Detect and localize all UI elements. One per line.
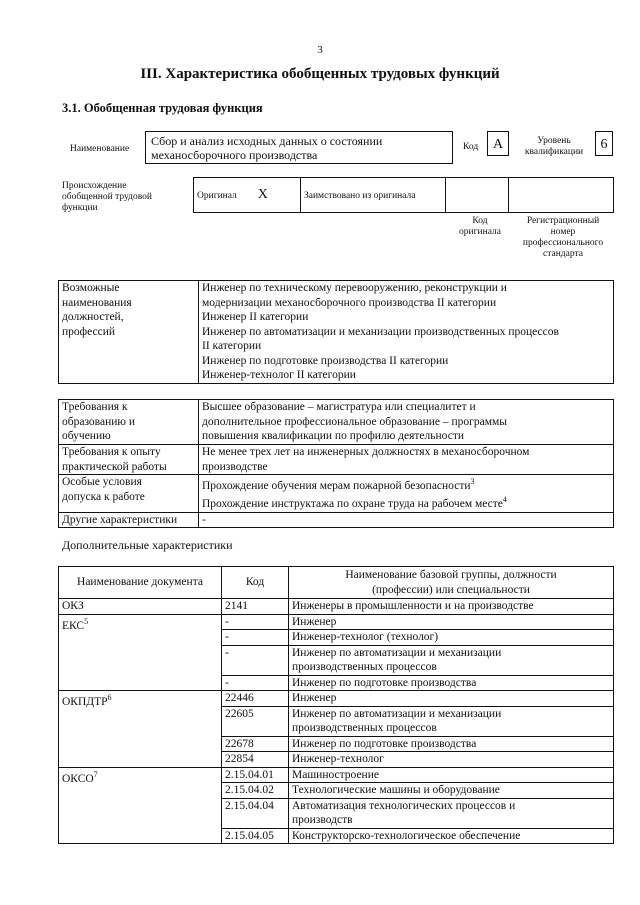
okpdtr-doc (59, 691, 222, 768)
okpdtr-code-1: 22446 (222, 691, 289, 707)
eks-code-4: - (222, 675, 289, 691)
level-value: 6 (595, 131, 613, 156)
req-education-label: Требования к образованию и обучению (59, 400, 199, 445)
req-experience-label: Требования к опыту практической работы (59, 445, 199, 475)
okpdtr-code-2: 22605 (222, 706, 289, 736)
requirements-table (58, 399, 614, 528)
page-number: 3 (317, 44, 323, 56)
positions-value: Инженер по техническому перевооружению, реконструкции и модернизации механосборочного производства II категории Инженер II категории Инженер по автоматизации и механизации производственных процессов II категории Инженер по подготовке производства II категории Инженер-технолог II категории (199, 281, 614, 384)
code-label: Код (463, 142, 479, 152)
level-label: Уровень квалификации (524, 136, 584, 157)
okpdtr-doc-label: ОКПДТР (62, 695, 108, 708)
eks-name-3: Инженер по автоматизации и механизации производственных процессов (289, 645, 614, 675)
okso-code-1: 2.15.04.01 (222, 767, 289, 783)
req-other-label: Другие характеристики (59, 512, 199, 528)
okso-name-4: Конструкторско-технологическое обеспечение (289, 828, 614, 844)
okso-code-2: 2.15.04.02 (222, 783, 289, 799)
okso-code-4: 2.15.04.05 (222, 828, 289, 844)
footnote-6: 6 (107, 693, 112, 702)
okz-doc: ОКЗ (59, 599, 222, 615)
footnote-5: 5 (84, 616, 89, 626)
req-conditions-value (199, 475, 614, 513)
req-conditions-line1: Прохождение обучения мерам пожарной безопасности (202, 479, 471, 492)
req-conditions-label: Особые условия допуска к работе (59, 475, 199, 513)
positions-table (58, 280, 614, 384)
eks-name-4: Инженер по подготовке производства (289, 675, 614, 691)
footnote-7: 7 (93, 769, 98, 779)
req-conditions-line2: Прохождение инструктажа по охране труда на рабочем месте (202, 498, 503, 511)
eks-name-1: Инженер (289, 614, 614, 630)
header-doc: Наименование документа (59, 567, 222, 599)
original-mark: X (257, 186, 268, 202)
additional-title: Дополнительные характеристики (62, 538, 233, 552)
function-name-value: Сбор и анализ исходных данных о состоянии механосборочного производства (145, 131, 453, 164)
eks-doc-label: ЕКС (62, 619, 85, 632)
req-education-value: Высшее образование – магистратура или специалитет и дополнительное профессиональное образование – программы повышения квалификации по профилю деятельности (199, 400, 614, 445)
req-other-value: - (199, 512, 614, 528)
subsection-title: 3.1. Обобщенная трудовая функция (62, 101, 263, 115)
origin-table (193, 177, 614, 213)
positions-label: Возможные наименования должностей, профессий (59, 281, 199, 384)
okpdtr-name-2: Инженер по автоматизации и механизации производственных процессов (289, 706, 614, 736)
okz-name: Инженеры в промышленности и на производстве (289, 599, 614, 615)
additional-table (58, 566, 614, 844)
section-title: III. Характеристика обобщенных трудовых функций (140, 66, 500, 82)
okso-code-3: 2.15.04.04 (222, 798, 289, 828)
reg-caption: Регистрационный номер профессионального стандарта (522, 216, 604, 259)
footnote-4: 4 (502, 495, 507, 505)
eks-code-3: - (222, 645, 289, 675)
okso-name-3: Автоматизация технологических процессов и производств (289, 798, 614, 828)
okpdtr-name-1: Инженер (289, 691, 614, 707)
code-value: А (487, 131, 509, 156)
reg-number-cell (509, 178, 614, 213)
header-code: Код (222, 567, 289, 599)
header-name: Наименование базовой группы, должности (профессии) или специальности (289, 567, 614, 599)
eks-doc (59, 614, 222, 691)
footnote-3: 3 (470, 477, 475, 486)
original-code-cell (446, 178, 509, 213)
okso-name-2: Технологические машины и оборудование (289, 783, 614, 799)
okpdtr-name-4: Инженер-технолог (289, 752, 614, 768)
okpdtr-code-3: 22678 (222, 736, 289, 752)
borrowed-label: Заимствовано из оригинала (304, 190, 416, 201)
code-caption: Код оригинала (459, 216, 501, 237)
eks-code-2: - (222, 630, 289, 646)
original-label: Оригинал (197, 190, 237, 201)
okpdtr-code-4: 22854 (222, 752, 289, 768)
okso-doc-label: ОКСО (62, 772, 94, 785)
okz-code: 2141 (222, 599, 289, 615)
origin-label: Происхождение обобщенной трудовой функции (62, 181, 152, 213)
req-experience-value: Не менее трех лет на инженерных должностях в механосборочном производстве (199, 445, 614, 475)
okso-name-1: Машиностроение (289, 767, 614, 783)
eks-name-2: Инженер-технолог (технолог) (289, 630, 614, 646)
okpdtr-name-3: Инженер по подготовке производства (289, 736, 614, 752)
eks-code-1: - (222, 614, 289, 630)
okso-doc (59, 767, 222, 844)
name-label: Наименование (70, 144, 130, 154)
